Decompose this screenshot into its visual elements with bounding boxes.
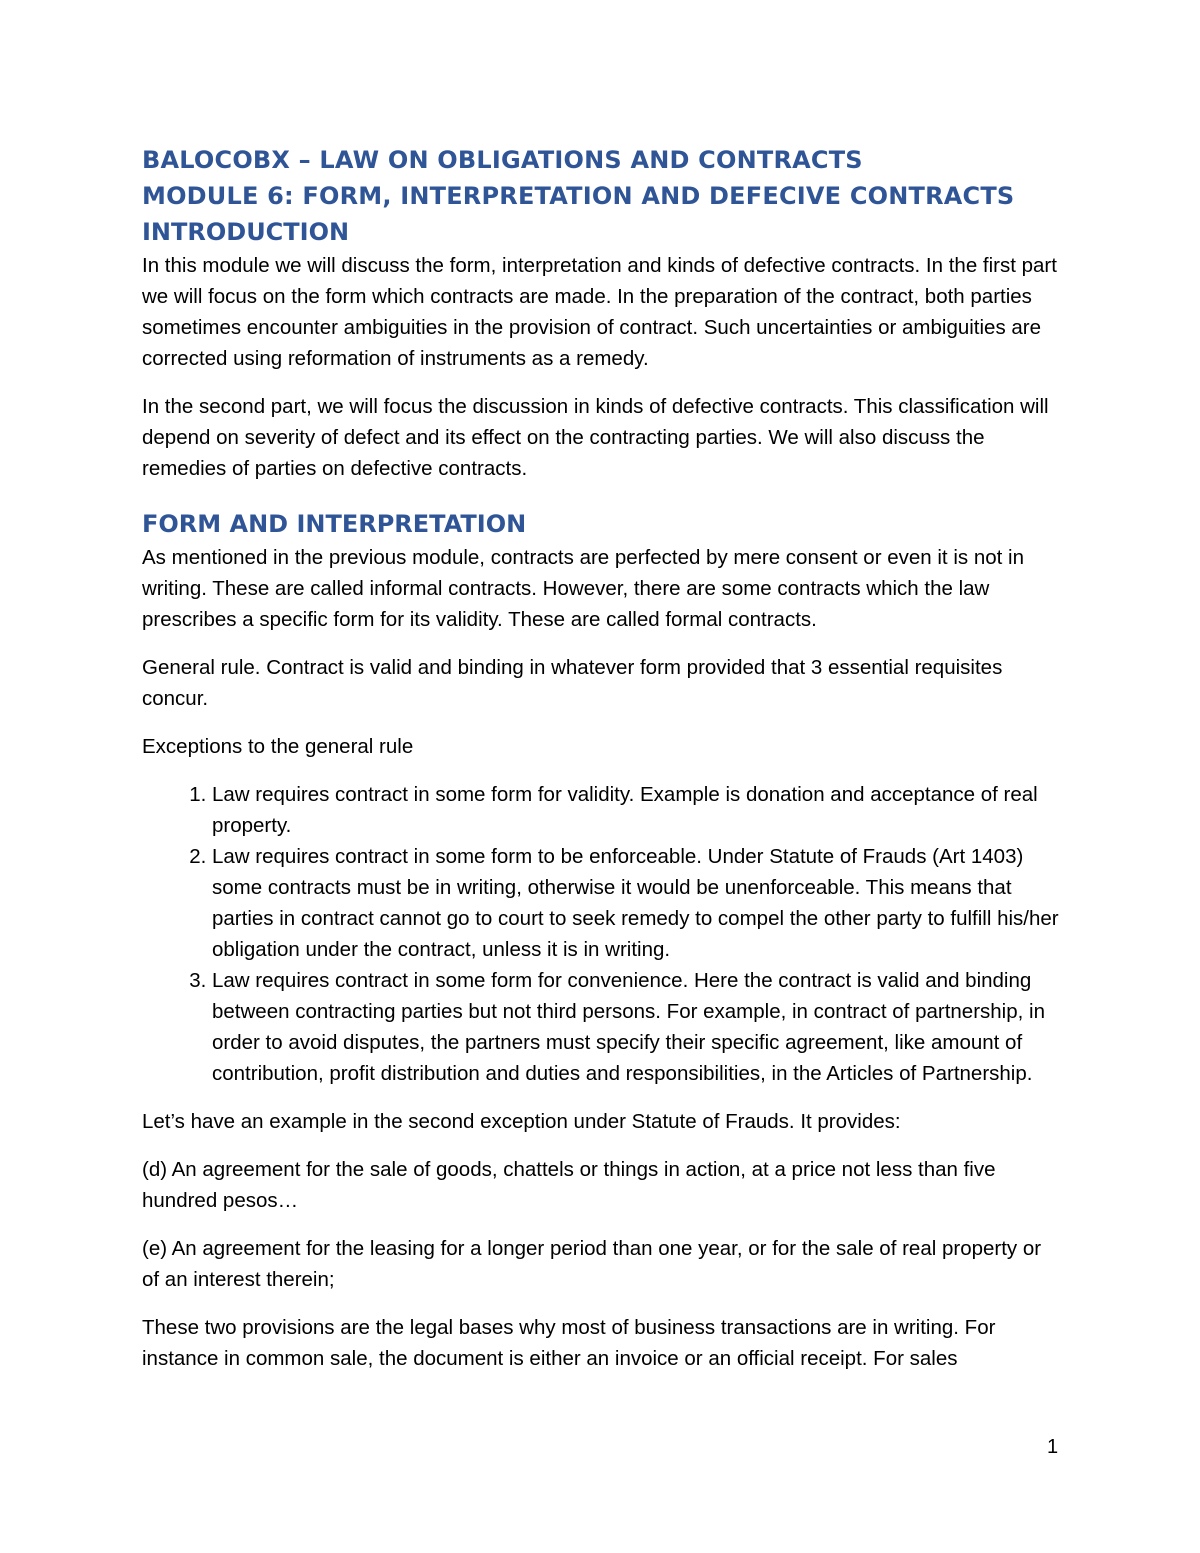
module-title: MODULE 6: FORM, INTERPRETATION AND DEFECIVE CONTRACTS — [142, 182, 1015, 210]
example-intro: Let’s have an example in the second exception under Statute of Frauds. It provides: — [142, 1110, 901, 1133]
exceptions-list — [142, 779, 1062, 1089]
introduction-heading: INTRODUCTION — [142, 218, 350, 246]
page-content — [142, 142, 1062, 1390]
exception-item-3: 3. Law requires contract in some form for convenience. Here the contract is valid and binding between contracting parties but not third persons. For example, in contract of partnership, in order to avoid disputes, the partners must specify their specific agreement, like amount of contribution, profit distribution and duties and responsibilities, in the Articles of Partnership. — [212, 965, 1062, 1089]
exceptions-intro: Exceptions to the general rule — [142, 735, 414, 758]
general-rule-paragraph: General rule. Contract is valid and binding in whatever form provided that 3 essential requisites concur. — [142, 656, 1003, 710]
introduction-paragraph-2: In the second part, we will focus the discussion in kinds of defective contracts. This classification will depend on severity of defect and its effect on the contracting parties. We will also discuss the remedies of parties on defective contracts. — [142, 395, 1049, 480]
introduction-paragraph-1: In this module we will discuss the form, interpretation and kinds of defective contracts. In the first part we will focus on the form which contracts are made. In the preparation of the contract, both parties sometimes encounter ambiguities in the provision of contract. Such uncertainties or ambiguities are corrected using reformation of instruments as a remedy. — [142, 254, 1057, 370]
closing-paragraph: These two provisions are the legal bases why most of business transactions are in writing. For instance in common sale, the document is either an invoice or an official receipt. For sales — [142, 1316, 996, 1370]
provision-e: (e) An agreement for the leasing for a longer period than one year, or for the sale of real property or of an interest therein; — [142, 1237, 1042, 1291]
page-number: 1 — [1047, 1436, 1059, 1458]
form-interpretation-heading: FORM AND INTERPRETATION — [142, 510, 527, 538]
provision-d: (d) An agreement for the sale of goods, chattels or things in action, at a price not less than five hundred pesos… — [142, 1158, 996, 1212]
exception-item-1: 1. Law requires contract in some form for validity. Example is donation and acceptance of real property. — [212, 779, 1062, 841]
form-paragraph-1: As mentioned in the previous module, contracts are perfected by mere consent or even it is not in writing. These are called informal contracts. However, there are some contracts which the law prescribes a specific form for its validity. These are called formal contracts. — [142, 546, 1024, 631]
exception-item-2: 2. Law requires contract in some form to be enforceable. Under Statute of Frauds (Art 1403) some contracts must be in writing, otherwise it would be unenforceable. This means that parties in contract cannot go to court to seek remedy to compel the other party to fulfill his/her obligation under the contract, unless it is in writing. — [212, 841, 1062, 965]
course-title: BALOCOBX – LAW ON OBLIGATIONS AND CONTRACTS — [142, 146, 863, 174]
